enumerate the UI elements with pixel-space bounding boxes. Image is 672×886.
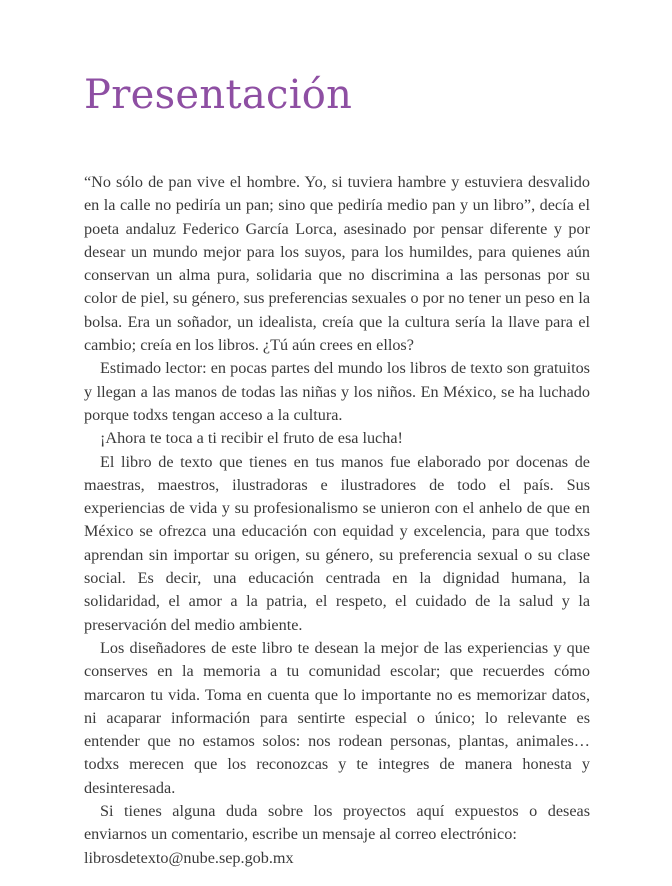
paragraph-contacto: Si tienes alguna duda sobre los proyectos aquí expuestos o deseas enviarnos un comentario, escribe un mensaje al correo electrónico: (84, 802, 590, 844)
paragraph-fruto-lucha: ¡Ahora te toca a ti recibir el fruto de esa lucha! (100, 429, 403, 448)
paragraph-lorca-quote: “No sólo de pan vive el hombre. Yo, si tuviera hambre y estuviera desvalido en la calle no pediría un pan; sino que pediría medio pan y un libro”, decía el poeta andaluz Federico García Lorca, asesinado por pensar diferente y por desear un mundo mejor para los suyos, para los humildes, para quienes aún conservan un alma pura, solidaria que no discrimina a las personas por su color de piel, su género, sus preferencias sexuales o por no tener un peso en la bolsa. Era un soñador, un idealista, creía que la cultura sería la llave para el cambio; creía en los libros. ¿Tú aún crees en ellos? (84, 173, 590, 355)
paragraph-estimado-lector: Estimado lector: en pocas partes del mundo los libros de texto son gratuitos y llegan a las manos de todas las niñas y los niños. En México, se ha luchado porque todxs tengan acceso a la cultura. (84, 359, 590, 424)
page-title: Presentación (84, 72, 353, 118)
paragraph-disenadores: Los diseñadores de este libro te desean la mejor de las experiencias y que conserves en la memoria a tu comunidad escolar; que recuerdes cómo marcaron tu vida. Toma en cuenta que lo importante no es memorizar datos, ni acaparar información para sentirte especial o único; lo relevante es entender que no estamos solos: nos rodean personas, plantas, animales… todxs merecen que los reconozcas y te integres de manera honesta y desinteresada. (84, 638, 590, 797)
contact-email: librosdetexto@nube.sep.gob.mx (84, 848, 294, 867)
presentation-body (84, 171, 590, 870)
paragraph-libro-elaborado: El libro de texto que tienes en tus manos fue elaborado por docenas de maestras, maestros, ilustradoras e ilustradores de todo el país. Sus experiencias de vida y su profesionalismo se unieron con el anhelo de que en México se ofrezca una educación con equidad y excelencia, para que todxs aprendan sin importar su origen, su género, su preferencia sexual o su clase social. Es decir, una educación centrada en la dignidad humana, la solidaridad, el amor a la patria, el respeto, el cuidado de la salud y la preservación del medio ambiente. (84, 452, 590, 634)
